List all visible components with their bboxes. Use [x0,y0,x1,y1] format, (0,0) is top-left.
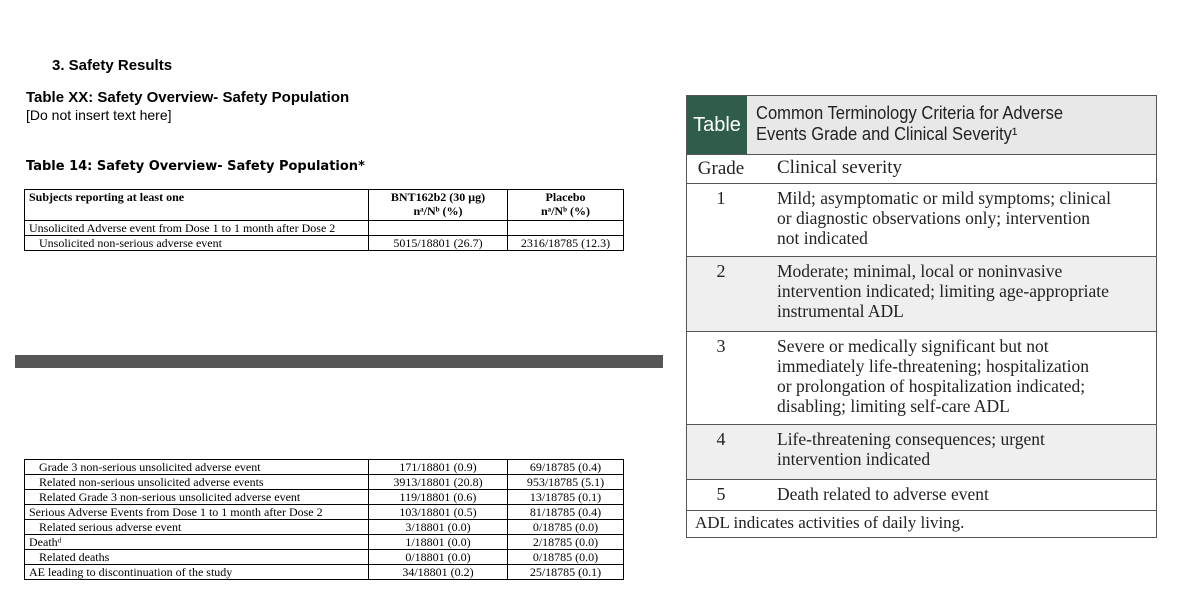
ctcae-grade: 4 [716,429,726,449]
ctcae-severity-line: or prolongation of hospitalization indicated; [777,376,1086,396]
ctcae-row [687,257,1156,332]
row-bnt-value: 1/18801 (0.0) [369,535,508,550]
ctcae-severity-line: not indicated [777,228,868,248]
header-placebo [508,190,624,221]
ctcae-severity [777,484,1152,504]
ctcae-grade: 1 [716,188,726,208]
table-row [25,475,624,490]
ctcae-severity [777,188,1152,248]
ctcae-severity-line: or diagnostic observations only; intervention [777,208,1091,228]
table-row [25,550,624,565]
table-row [25,520,624,535]
ctcae-table [686,95,1157,538]
ctcae-grade: 3 [716,336,726,356]
row-label: AE leading to discontinuation of the study [25,565,369,580]
table-xx-note: [Do not insert text here] [26,107,172,123]
table-row [25,221,624,236]
header-subjects: Subjects reporting at least one [25,190,369,221]
row-label: Grade 3 non-serious unsolicited adverse event [25,460,369,475]
ctcae-title-line1: Common Terminology Criteria for Adverse [756,103,1064,123]
row-label: Related deaths [25,550,369,565]
ctcae-severity-line: instrumental ADL [777,301,904,321]
row-label: Deathᵈ [25,535,369,550]
row-placebo-value: 13/18785 (0.1) [508,490,624,505]
ctcae-col-grade: Grade [697,158,745,179]
row-placebo-value: 953/18785 (5.1) [508,475,624,490]
ctcae-footnote: ADL indicates activities of daily living. [695,513,965,532]
row-label: Related non-serious unsolicited adverse events [25,475,369,490]
table-xx-title: Table XX: Safety Overview- Safety Population [26,89,350,106]
row-placebo-value: 2/18785 (0.0) [508,535,624,550]
ctcae-severity-line: immediately life-threatening; hospitalization [777,356,1089,376]
row-placebo-value: 0/18785 (0.0) [508,520,624,535]
table-header-row [25,190,624,221]
ctcae-severity-line: Mild; asymptomatic or mild symptoms; clinical [777,188,1111,208]
row-label: Unsolicited non-serious adverse event [25,236,369,251]
ctcae-badge: Table [687,96,747,154]
ctcae-column-header [687,155,1156,184]
row-bnt-value: 0/18801 (0.0) [369,550,508,565]
ctcae-header [687,96,1156,155]
ctcae-row [687,332,1156,425]
ctcae-row [687,425,1156,480]
header-bnt-line1: BNT162b2 (30 μg) [390,190,486,204]
row-bnt-value [369,221,508,236]
ctcae-row [687,184,1156,257]
table-row [25,565,624,580]
table-row [25,505,624,520]
row-placebo-value: 0/18785 (0.0) [508,550,624,565]
ctcae-severity-line: intervention indicated; limiting age-appropriate [777,281,1109,301]
safety-table-bottom [24,459,624,580]
row-bnt-value: 103/18801 (0.5) [369,505,508,520]
row-placebo-value: 2316/18785 (12.3) [508,236,624,251]
ctcae-severity [777,429,1152,469]
row-placebo-value [508,221,624,236]
table-row [25,236,624,251]
ctcae-severity [777,261,1152,321]
ctcae-severity-line: disabling; limiting self-care ADL [777,396,1010,416]
header-placebo-line1: Placebo [545,190,586,204]
header-bnt-line2: nᵃ/Nᵇ (%) [413,204,463,218]
row-label: Unsolicited Adverse event from Dose 1 to 1 month after Dose 2 [25,221,369,236]
table-row [25,535,624,550]
row-bnt-value: 3913/18801 (20.8) [369,475,508,490]
header-placebo-line2: nᵃ/Nᵇ (%) [540,204,591,218]
row-placebo-value: 81/18785 (0.4) [508,505,624,520]
row-label: Related serious adverse event [25,520,369,535]
ctcae-row [687,480,1156,511]
row-bnt-value: 3/18801 (0.0) [369,520,508,535]
ctcae-title-line2: Events Grade and Clinical Severity¹ [756,124,1018,144]
row-label: Related Grade 3 non-serious unsolicited adverse event [25,490,369,505]
row-bnt-value: 5015/18801 (26.7) [369,236,508,251]
ctcae-severity [777,336,1152,416]
row-placebo-value: 69/18785 (0.4) [508,460,624,475]
safety-table-top [24,189,624,251]
ctcae-grade: 5 [716,484,726,504]
row-placebo-value: 25/18785 (0.1) [508,565,624,580]
section-heading: 3. Safety Results [52,57,173,74]
row-bnt-value: 119/18801 (0.6) [369,490,508,505]
ctcae-col-severity: Clinical severity [777,157,903,178]
ctcae-severity-line: Severe or medically significant but not [777,336,1049,356]
row-label: Serious Adverse Events from Dose 1 to 1 month after Dose 2 [25,505,369,520]
header-bnt [369,190,508,221]
table-row [25,460,624,475]
ctcae-severity-line: intervention indicated [777,449,931,469]
ctcae-title [756,103,1115,145]
ctcae-severity-line: Life-threatening consequences; urgent [777,429,1045,449]
divider-bar [15,355,663,368]
ctcae-severity-line: Death related to adverse event [777,484,989,504]
ctcae-severity-line: Moderate; minimal, local or noninvasive [777,261,1063,281]
table-14-title: Table 14: Safety Overview- Safety Population* [26,159,365,174]
table-row [25,490,624,505]
row-bnt-value: 34/18801 (0.2) [369,565,508,580]
row-bnt-value: 171/18801 (0.9) [369,460,508,475]
ctcae-grade: 2 [716,261,726,281]
